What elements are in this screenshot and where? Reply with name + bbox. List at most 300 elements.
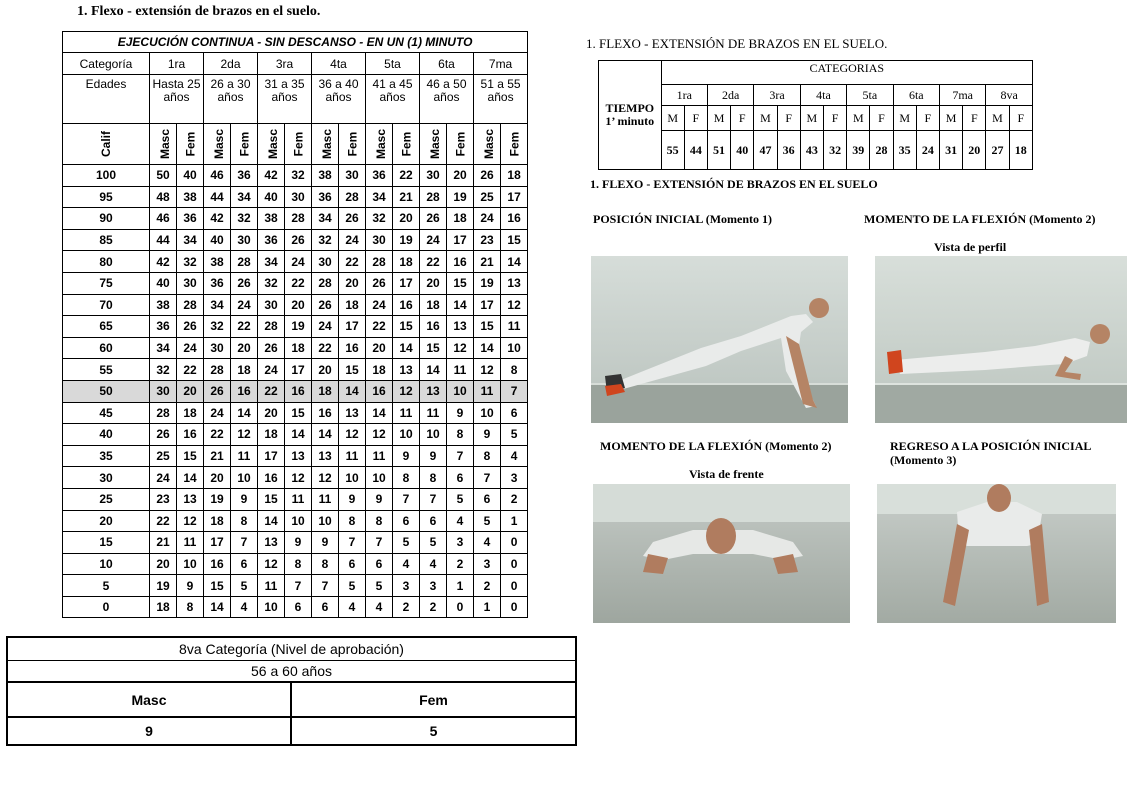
score-cell: 21 <box>204 445 231 467</box>
score-cell: 17 <box>339 316 366 338</box>
summary-f-label: F <box>731 106 754 131</box>
score-cell: 17 <box>285 359 312 381</box>
score-cell: 17 <box>204 532 231 554</box>
score-cell: 9 <box>474 424 501 446</box>
score-cell: 10 <box>312 510 339 532</box>
score-cell: 18 <box>177 402 204 424</box>
summary-m-label: M <box>661 106 684 131</box>
score-cell: 7 <box>285 575 312 597</box>
table-row <box>63 380 528 402</box>
score-cell: 40 <box>204 229 231 251</box>
score-cell: 36 <box>177 208 204 230</box>
score-cell: 18 <box>339 294 366 316</box>
calif-value: 85 <box>63 229 150 251</box>
score-cell: 30 <box>339 165 366 187</box>
table-row <box>63 424 528 446</box>
score-cell: 11 <box>447 359 474 381</box>
score-cell: 7 <box>312 575 339 597</box>
summary-f-label: F <box>963 106 986 131</box>
calif-value: 35 <box>63 445 150 467</box>
score-cell: 14 <box>393 337 420 359</box>
score-cell: 32 <box>231 208 258 230</box>
calif-value: 30 <box>63 467 150 489</box>
score-cell: 16 <box>177 424 204 446</box>
score-cell: 14 <box>501 251 528 273</box>
category-label: Categoría <box>63 53 150 75</box>
score-cell: 6 <box>366 553 393 575</box>
score-cell: 36 <box>150 316 177 338</box>
score-cell: 9 <box>285 532 312 554</box>
score-cell: 11 <box>366 445 393 467</box>
summary-value: 20 <box>963 131 986 170</box>
score-cell: 40 <box>177 165 204 187</box>
score-cell: 26 <box>177 316 204 338</box>
score-cell: 5 <box>339 575 366 597</box>
score-cell: 6 <box>231 553 258 575</box>
summary-f-label: F <box>823 106 846 131</box>
score-cell: 11 <box>285 488 312 510</box>
summary-value: 51 <box>707 131 730 170</box>
category-header: 1ra <box>150 53 204 75</box>
score-cell: 40 <box>150 272 177 294</box>
table-row <box>63 575 528 597</box>
score-cell: 9 <box>420 445 447 467</box>
score-cell: 20 <box>420 272 447 294</box>
score-cell: 11 <box>231 445 258 467</box>
score-cell: 22 <box>258 380 285 402</box>
summary-value: 43 <box>800 131 823 170</box>
score-cell: 18 <box>231 359 258 381</box>
summary-f-label: F <box>916 106 939 131</box>
score-cell: 14 <box>447 294 474 316</box>
score-cell: 9 <box>393 445 420 467</box>
score-cell: 8 <box>285 553 312 575</box>
score-cell: 11 <box>474 380 501 402</box>
score-cell: 16 <box>393 294 420 316</box>
score-cell: 40 <box>258 186 285 208</box>
score-cell: 4 <box>474 532 501 554</box>
score-cell: 10 <box>474 402 501 424</box>
masc-label: Masc <box>212 128 227 160</box>
score-cell: 18 <box>501 165 528 187</box>
score-cell: 6 <box>474 488 501 510</box>
score-cell: 5 <box>501 424 528 446</box>
score-cell: 38 <box>258 208 285 230</box>
age-range: 26 a 30 años <box>204 75 258 124</box>
score-cell: 14 <box>312 424 339 446</box>
fem-header <box>285 124 312 165</box>
score-cell: 38 <box>204 251 231 273</box>
score-cell: 12 <box>177 510 204 532</box>
age-range: 36 a 40 años <box>312 75 366 124</box>
score-cell: 32 <box>204 316 231 338</box>
score-cell: 36 <box>204 272 231 294</box>
score-cell: 13 <box>258 532 285 554</box>
fem-label: Fem <box>291 131 305 157</box>
score-cell: 8 <box>177 596 204 618</box>
score-cell: 14 <box>204 596 231 618</box>
summary-category: 8va <box>986 85 1033 106</box>
score-cell: 15 <box>447 272 474 294</box>
summary-f-label: F <box>777 106 800 131</box>
fem-header <box>339 124 366 165</box>
score-cell: 19 <box>447 186 474 208</box>
score-cell: 20 <box>285 294 312 316</box>
score-cell: 10 <box>339 467 366 489</box>
approval-fem-label: Fem <box>291 682 576 717</box>
calif-value: 10 <box>63 553 150 575</box>
summary-value: 44 <box>684 131 707 170</box>
score-cell: 26 <box>474 165 501 187</box>
score-cell: 28 <box>312 272 339 294</box>
score-cell: 6 <box>447 467 474 489</box>
category-header: 6ta <box>420 53 474 75</box>
calif-label: Calif <box>98 130 113 158</box>
summary-m-label: M <box>986 106 1009 131</box>
score-cell: 24 <box>258 359 285 381</box>
score-cell: 4 <box>339 596 366 618</box>
score-cell: 10 <box>258 596 285 618</box>
score-cell: 4 <box>420 553 447 575</box>
score-cell: 32 <box>312 229 339 251</box>
score-cell: 1 <box>501 510 528 532</box>
score-cell: 13 <box>420 380 447 402</box>
calif-value: 40 <box>63 424 150 446</box>
score-cell: 23 <box>474 229 501 251</box>
score-cell: 26 <box>204 380 231 402</box>
score-cell: 38 <box>150 294 177 316</box>
table-row <box>63 208 528 230</box>
execution-header: EJECUCIÓN CONTINUA - SIN DESCANSO - EN UN (1) MINUTO <box>63 32 528 53</box>
score-cell: 2 <box>474 575 501 597</box>
summary-category: 7ma <box>939 85 985 106</box>
score-cell: 11 <box>393 402 420 424</box>
score-cell: 16 <box>339 337 366 359</box>
score-cell: 11 <box>501 316 528 338</box>
tiempo-label: TIEMPO <box>605 101 655 115</box>
score-cell: 26 <box>285 229 312 251</box>
fem-label: Fem <box>507 131 522 157</box>
score-cell: 6 <box>339 553 366 575</box>
photo2-label: MOMENTO DE LA FLEXIÓN (Momento 2) <box>864 212 1096 226</box>
score-cell: 20 <box>204 467 231 489</box>
summary-value: 18 <box>1009 131 1032 170</box>
score-cell: 26 <box>339 208 366 230</box>
score-cell: 24 <box>366 294 393 316</box>
score-cell: 18 <box>312 380 339 402</box>
score-cell: 5 <box>420 532 447 554</box>
score-cell: 13 <box>285 445 312 467</box>
masc-label: Masc <box>266 128 281 160</box>
score-cell: 8 <box>420 467 447 489</box>
score-cell: 32 <box>285 165 312 187</box>
table-row <box>63 467 528 489</box>
score-cell: 24 <box>231 294 258 316</box>
score-cell: 42 <box>150 251 177 273</box>
score-cell: 28 <box>231 251 258 273</box>
score-cell: 24 <box>312 316 339 338</box>
score-cell: 20 <box>339 272 366 294</box>
score-cell: 20 <box>150 553 177 575</box>
category-header: 3ra <box>258 53 312 75</box>
summary-m-label: M <box>754 106 777 131</box>
score-cell: 36 <box>258 229 285 251</box>
score-cell: 26 <box>258 337 285 359</box>
score-cell: 5 <box>366 575 393 597</box>
score-cell: 19 <box>285 316 312 338</box>
summary-value: 47 <box>754 131 777 170</box>
score-cell: 13 <box>339 402 366 424</box>
summary-m-label: M <box>939 106 962 131</box>
score-cell: 44 <box>204 186 231 208</box>
masc-label: Masc <box>320 128 335 160</box>
masc-header <box>312 124 339 165</box>
score-cell: 0 <box>501 596 528 618</box>
score-cell: 20 <box>231 337 258 359</box>
score-cell: 6 <box>312 596 339 618</box>
score-cell: 7 <box>339 532 366 554</box>
score-cell: 34 <box>177 229 204 251</box>
score-cell: 28 <box>420 186 447 208</box>
summary-value: 39 <box>847 131 870 170</box>
score-cell: 10 <box>177 553 204 575</box>
score-cell: 2 <box>393 596 420 618</box>
fem-label: Fem <box>345 131 359 157</box>
score-cell: 15 <box>258 488 285 510</box>
calif-value: 0 <box>63 596 150 618</box>
score-cell: 30 <box>177 272 204 294</box>
score-cell: 48 <box>150 186 177 208</box>
score-cell: 15 <box>474 316 501 338</box>
masc-header <box>150 124 177 165</box>
score-cell: 11 <box>420 402 447 424</box>
score-cell: 10 <box>393 424 420 446</box>
score-cell: 20 <box>447 165 474 187</box>
score-cell: 3 <box>474 553 501 575</box>
score-cell: 36 <box>366 165 393 187</box>
fem-label: Fem <box>237 131 251 157</box>
score-cell: 1 <box>474 596 501 618</box>
score-cell: 7 <box>447 445 474 467</box>
summary-m-label: M <box>707 106 730 131</box>
score-cell: 15 <box>204 575 231 597</box>
score-cell: 25 <box>150 445 177 467</box>
table-row <box>63 553 528 575</box>
fem-header <box>177 124 204 165</box>
score-cell: 38 <box>312 165 339 187</box>
summary-value: 24 <box>916 131 939 170</box>
masc-header <box>420 124 447 165</box>
category-header: 4ta <box>312 53 366 75</box>
score-cell: 26 <box>231 272 258 294</box>
table-row <box>63 510 528 532</box>
score-cell: 12 <box>312 467 339 489</box>
summary-category: 1ra <box>661 85 707 106</box>
score-cell: 8 <box>366 510 393 532</box>
score-cell: 8 <box>447 424 474 446</box>
calif-value: 100 <box>63 165 150 187</box>
score-cell: 24 <box>474 208 501 230</box>
score-cell: 9 <box>447 402 474 424</box>
calif-value: 45 <box>63 402 150 424</box>
fem-label: Fem <box>183 131 197 157</box>
score-cell: 34 <box>366 186 393 208</box>
score-cell: 28 <box>285 208 312 230</box>
score-cell: 34 <box>150 337 177 359</box>
score-cell: 36 <box>312 186 339 208</box>
masc-label: Masc <box>158 128 173 160</box>
summary-category: 3ra <box>754 85 800 106</box>
age-range: 46 a 50 años <box>420 75 474 124</box>
table-row <box>63 229 528 251</box>
summary-value: 36 <box>777 131 800 170</box>
calif-header <box>63 124 150 165</box>
table-row <box>63 316 528 338</box>
calif-value: 90 <box>63 208 150 230</box>
table-row <box>63 294 528 316</box>
score-cell: 8 <box>501 359 528 381</box>
table-row <box>63 186 528 208</box>
score-cell: 26 <box>420 208 447 230</box>
table-row <box>63 488 528 510</box>
score-cell: 24 <box>177 337 204 359</box>
score-cell: 22 <box>177 359 204 381</box>
score-cell: 19 <box>150 575 177 597</box>
summary-value: 55 <box>661 131 684 170</box>
score-cell: 6 <box>501 402 528 424</box>
score-cell: 26 <box>312 294 339 316</box>
score-cell: 13 <box>393 359 420 381</box>
score-cell: 30 <box>258 294 285 316</box>
score-cell: 30 <box>366 229 393 251</box>
score-cell: 30 <box>231 229 258 251</box>
score-cell: 17 <box>474 294 501 316</box>
photo4-label <box>890 439 1091 467</box>
photo3-sublabel: Vista de frente <box>689 467 764 481</box>
score-cell: 15 <box>501 229 528 251</box>
calif-value: 65 <box>63 316 150 338</box>
score-cell: 17 <box>393 272 420 294</box>
score-cell: 28 <box>204 359 231 381</box>
calif-value: 20 <box>63 510 150 532</box>
score-cell: 9 <box>366 488 393 510</box>
score-cell: 19 <box>204 488 231 510</box>
age-range: Hasta 25 años <box>150 75 204 124</box>
score-cell: 25 <box>474 186 501 208</box>
summary-category: 6ta <box>893 85 939 106</box>
score-cell: 28 <box>258 316 285 338</box>
approval-masc-value: 9 <box>7 717 291 745</box>
score-cell: 28 <box>366 251 393 273</box>
left-title: 1. Flexo - extensión de brazos en el suelo. <box>77 4 321 19</box>
score-cell: 0 <box>501 553 528 575</box>
score-cell: 4 <box>447 510 474 532</box>
score-cell: 30 <box>312 251 339 273</box>
score-cell: 16 <box>447 251 474 273</box>
ages-label: Edades <box>63 75 150 124</box>
score-cell: 18 <box>393 251 420 273</box>
score-cell: 22 <box>339 251 366 273</box>
masc-label: Masc <box>482 128 497 160</box>
score-cell: 22 <box>285 272 312 294</box>
summary-m-label: M <box>893 106 916 131</box>
score-cell: 3 <box>501 467 528 489</box>
score-cell: 12 <box>231 424 258 446</box>
score-cell: 19 <box>474 272 501 294</box>
approval-table <box>6 636 577 746</box>
score-cell: 28 <box>339 186 366 208</box>
score-cell: 7 <box>393 488 420 510</box>
score-cell: 13 <box>501 272 528 294</box>
score-cell: 16 <box>420 316 447 338</box>
fem-header <box>231 124 258 165</box>
score-cell: 28 <box>177 294 204 316</box>
photo-return-position <box>877 484 1116 623</box>
score-cell: 24 <box>339 229 366 251</box>
score-cell: 6 <box>393 510 420 532</box>
score-cell: 30 <box>150 380 177 402</box>
score-cell: 42 <box>204 208 231 230</box>
calif-value: 25 <box>63 488 150 510</box>
score-cell: 21 <box>393 186 420 208</box>
score-cell: 0 <box>501 532 528 554</box>
section-title: 1. FLEXO - EXTENSIÓN DE BRAZOS EN EL SUELO <box>590 177 878 191</box>
photo1-label: POSICIÓN INICIAL (Momento 1) <box>593 212 773 226</box>
score-cell: 8 <box>393 467 420 489</box>
score-cell: 10 <box>447 380 474 402</box>
table-row <box>63 532 528 554</box>
table-row <box>63 251 528 273</box>
score-cell: 18 <box>420 294 447 316</box>
scoring-table <box>62 31 528 618</box>
score-cell: 16 <box>285 380 312 402</box>
score-cell: 8 <box>312 553 339 575</box>
score-cell: 34 <box>312 208 339 230</box>
score-cell: 14 <box>177 467 204 489</box>
table-row <box>63 165 528 187</box>
score-cell: 32 <box>258 272 285 294</box>
summary-f-label: F <box>1009 106 1032 131</box>
score-cell: 16 <box>231 380 258 402</box>
score-cell: 26 <box>150 424 177 446</box>
score-cell: 14 <box>420 359 447 381</box>
score-cell: 14 <box>474 337 501 359</box>
calif-value: 55 <box>63 359 150 381</box>
score-cell: 5 <box>393 532 420 554</box>
score-cell: 26 <box>366 272 393 294</box>
summary-category: 5ta <box>847 85 893 106</box>
calif-value: 5 <box>63 575 150 597</box>
score-cell: 24 <box>285 251 312 273</box>
score-cell: 32 <box>366 208 393 230</box>
photo4-label-line2: (Momento 3) <box>890 453 957 467</box>
summary-value: 32 <box>823 131 846 170</box>
score-cell: 7 <box>231 532 258 554</box>
score-cell: 21 <box>150 532 177 554</box>
score-cell: 14 <box>285 424 312 446</box>
fem-header <box>393 124 420 165</box>
score-cell: 14 <box>258 510 285 532</box>
score-cell: 20 <box>393 208 420 230</box>
score-cell: 3 <box>447 532 474 554</box>
score-cell: 18 <box>366 359 393 381</box>
score-cell: 7 <box>366 532 393 554</box>
table-row <box>63 402 528 424</box>
score-cell: 21 <box>474 251 501 273</box>
score-cell: 13 <box>312 445 339 467</box>
summary-value: 28 <box>870 131 893 170</box>
score-cell: 0 <box>501 575 528 597</box>
